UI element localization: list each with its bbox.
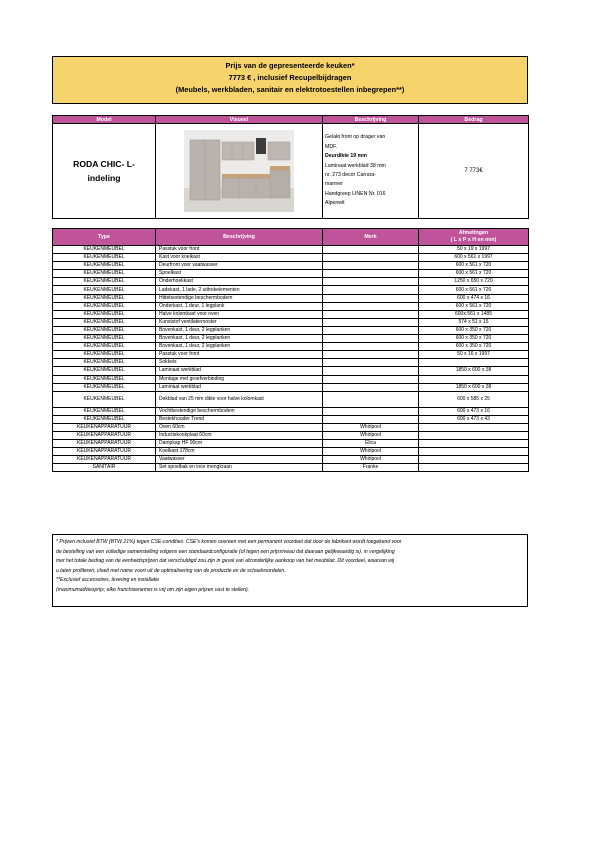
footnote-line: * Prijzen inclusief BTW (BTW 21%) tegen CSE-condities: CSE's komen overeen met een permanent voordeel dat door de fabrikant wordt toegekend voor: [56, 539, 402, 545]
header-title: Prijs van de gepresenteerde keuken*: [225, 61, 355, 70]
item-dimensions-cell: 1850 x 600 x 38: [419, 383, 529, 391]
item-dimensions-cell: [419, 423, 529, 431]
item-description-cell: Ladekast, 1 lade, 2 uittrekelementen: [156, 286, 323, 294]
model-price: 7 773€: [419, 124, 529, 219]
model-table-header-row: [53, 116, 529, 124]
item-brand-cell: [323, 375, 419, 383]
item-type-cell: KEUKENMEUBEL: [53, 375, 156, 383]
table-row: [53, 335, 529, 343]
item-brand-cell: [323, 310, 419, 318]
item-dimensions-cell: 1850 x 600 x 38: [419, 367, 529, 375]
table-row: [53, 359, 529, 367]
item-dimensions-cell: [419, 448, 529, 456]
table-row: [53, 278, 529, 286]
description-line: MDF.: [325, 143, 338, 150]
item-dimensions-cell: 50 x 19 x 1997: [419, 246, 529, 254]
item-brand-cell: [323, 326, 419, 334]
item-dimensions-cell: [419, 464, 529, 472]
header-price: 7773 € , inclusief Recupelbijdragen: [228, 73, 352, 82]
visual-column-header: Visueel: [156, 116, 323, 124]
item-brand-cell: [323, 415, 419, 423]
table-row: [53, 407, 529, 415]
item-type-cell: KEUKENMEUBEL: [53, 294, 156, 302]
table-row: [53, 294, 529, 302]
item-type-cell: KEUKENMEUBEL: [53, 391, 156, 407]
item-type-cell: KEUKENMEUBEL: [53, 286, 156, 294]
item-dimensions-cell: 600 x 473 x 16: [419, 407, 529, 415]
type-column-header: Type: [53, 229, 156, 246]
description-line: Gelakt front op drager van: [325, 134, 386, 141]
item-description-cell: Vochtbestendige beschermbodem: [156, 407, 323, 415]
item-dimensions-cell: 600 x 561 x 720: [419, 262, 529, 270]
item-brand-cell: [323, 351, 419, 359]
item-description-cell: Bestekhouder Trend: [156, 415, 323, 423]
footnote-line: u laten profiteren, vloeit met name voort uit de optimalisering van de productie en de schaalvoordelen.: [56, 567, 286, 574]
table-row: [53, 415, 529, 423]
item-description-cell: Bovenkast, 1 deur, 2 legplanken: [156, 326, 323, 334]
item-brand-cell: Whirlpool: [323, 423, 419, 431]
brand-column-header: Merk: [323, 229, 419, 246]
item-brand-cell: [323, 359, 419, 367]
item-type-cell: KEUKENMEUBEL: [53, 270, 156, 278]
item-description-cell: Sokkels: [156, 359, 323, 367]
table-row: [53, 326, 529, 334]
kitchen-visual-cell: [156, 124, 323, 219]
item-dimensions-cell: 574 x 51 x 15: [419, 318, 529, 326]
table-row: [53, 423, 529, 431]
item-type-cell: KEUKENMEUBEL: [53, 407, 156, 415]
item-type-cell: KEUKENAPPARATUUR: [53, 431, 156, 439]
items-table: [52, 228, 529, 472]
item-description-cell: Halve kolomkast voor oven: [156, 310, 323, 318]
model-description: [323, 124, 419, 219]
item-description-cell: Montage met groefverbinding: [156, 375, 323, 383]
item-description-cell: Onderhoekkast: [156, 278, 323, 286]
description-line: Alpenwit: [325, 200, 345, 207]
item-type-cell: KEUKENMEUBEL: [53, 310, 156, 318]
item-brand-cell: Elica: [323, 440, 419, 448]
item-dimensions-cell: [419, 359, 529, 367]
footnote-line: met het totale bedrag van de eenheidsprijzen dat verschuldigd zou zijn in geval van afzonderlijke aankoop van het meubilair. Dit voordeel, waarvan wij: [56, 558, 395, 565]
item-brand-cell: [323, 343, 419, 351]
item-brand-cell: [323, 302, 419, 310]
item-type-cell: KEUKENMEUBEL: [53, 254, 156, 262]
table-row: [53, 367, 529, 375]
item-type-cell: KEUKENAPPARATUUR: [53, 440, 156, 448]
item-type-cell: KEUKENAPPARATUUR: [53, 448, 156, 456]
table-row: [53, 302, 529, 310]
item-brand-cell: Franke: [323, 464, 419, 472]
model-table: [52, 115, 529, 219]
item-dimensions-cell: 50 x 16 x 1997: [419, 351, 529, 359]
description-line: nr. 273 decor Carrara-: [325, 172, 377, 178]
item-brand-cell: [323, 335, 419, 343]
item-type-cell: KEUKENMEUBEL: [53, 351, 156, 359]
item-dimensions-cell: 600 x 350 x 720: [419, 335, 529, 343]
description-line: Handgreep LINEN Nr. 016: [325, 190, 386, 197]
item-description-cell: Onderkast, 1 deur, 1 legplank: [156, 302, 323, 310]
item-type-cell: KEUKENMEUBEL: [53, 278, 156, 286]
item-type-cell: KEUKENMEUBEL: [53, 367, 156, 375]
dimensions-header-line: ( L x P x H en mm): [450, 237, 497, 243]
description-line: Deurdikte 19 mm: [325, 153, 367, 160]
item-dimensions-cell: 600 x 561 x 1997: [419, 254, 529, 262]
item-description-cell: Oven 60cm: [156, 423, 323, 431]
item-dimensions-cell: 600 x 474 x 16: [419, 294, 529, 302]
price-column-header: Bedrag: [419, 116, 529, 124]
item-dimensions-cell: 600 x 585 x 25: [419, 391, 529, 407]
model-column-header: Model: [53, 116, 156, 124]
dimensions-header-line: Afmetingen: [458, 230, 489, 236]
item-brand-cell: [323, 407, 419, 415]
item-type-cell: KEUKENMEUBEL: [53, 262, 156, 270]
item-description-cell: Hittebestendige beschermbodem: [156, 294, 323, 302]
item-description-cell: Bovenkast, 1 deur, 2 legplanken: [156, 343, 323, 351]
table-row: [53, 310, 529, 318]
table-row: [53, 318, 529, 326]
table-row: [53, 351, 529, 359]
item-brand-cell: [323, 246, 419, 254]
item-brand-cell: Whirlpool: [323, 431, 419, 439]
table-row: [53, 383, 529, 391]
item-description-cell: Kast voor koelkast: [156, 254, 323, 262]
item-brand-cell: [323, 391, 419, 407]
item-brand-cell: [323, 318, 419, 326]
model-row: [53, 124, 529, 219]
item-brand-cell: Whirlpool: [323, 448, 419, 456]
item-type-cell: KEUKENMEUBEL: [53, 318, 156, 326]
item-type-cell: KEUKENMEUBEL: [53, 383, 156, 391]
item-dimensions-cell: 600x 561 x 1485: [419, 310, 529, 318]
item-type-cell: KEUKENMEUBEL: [53, 302, 156, 310]
item-description-cell: Bovenkast, 1 deur, 2 legplanken: [156, 335, 323, 343]
item-type-cell: KEUKENMEUBEL: [53, 335, 156, 343]
item-brand-cell: [323, 278, 419, 286]
description-line: Laminaat werkblad 38 mm: [325, 162, 386, 169]
item-brand-cell: [323, 383, 419, 391]
item-dimensions-cell: 600 x 561 x 720: [419, 302, 529, 310]
item-description-cell: Dampkap HF 90cm: [156, 440, 323, 448]
item-type-cell: KEUKENAPPARATUUR: [53, 456, 156, 464]
table-row: [53, 431, 529, 439]
dimensions-column-header: [419, 229, 529, 246]
item-dimensions-cell: [419, 431, 529, 439]
item-type-cell: KEUKENAPPARATUUR: [53, 423, 156, 431]
table-row: [53, 343, 529, 351]
item-brand-cell: Whirlpool: [323, 456, 419, 464]
item-dimensions-cell: 600 x 350 x 720: [419, 343, 529, 351]
table-row: [53, 254, 529, 262]
table-row: [53, 448, 529, 456]
item-brand-cell: [323, 270, 419, 278]
item-type-cell: SANITAIR: [53, 464, 156, 472]
table-row: [53, 262, 529, 270]
item-brand-cell: [323, 254, 419, 262]
item-description-cell: Laminaat werkblad: [156, 367, 323, 375]
item-type-cell: KEUKENMEUBEL: [53, 326, 156, 334]
table-row: [53, 456, 529, 464]
item-type-cell: KEUKENMEUBEL: [53, 359, 156, 367]
item-brand-cell: [323, 286, 419, 294]
items-table-body: [53, 246, 529, 472]
item-brand-cell: [323, 262, 419, 270]
items-table-header-row: [53, 229, 529, 246]
item-dimensions-cell: 1250 x 650 x 720: [419, 278, 529, 286]
item-description-cell: Passtuk voor front: [156, 351, 323, 359]
item-dimensions-cell: [419, 440, 529, 448]
item-type-cell: KEUKENMEUBEL: [53, 246, 156, 254]
item-description-cell: Dekblad van 25 mm dikte voor halve kolomkast: [156, 391, 323, 407]
item-description-cell: Set spoelbak en inox mengkraan: [156, 464, 323, 472]
item-description-cell: Koelkast 178cm: [156, 448, 323, 456]
table-row: [53, 286, 529, 294]
table-row: [53, 464, 529, 472]
header-subtitle: (Meubels, werkbladen, sanitair en elektrotoestellen inbegrepen**): [175, 85, 405, 94]
kitchen-render-image: [184, 130, 294, 212]
item-description-cell: Kunststof ventilatierooster: [156, 318, 323, 326]
item-dimensions-cell: 600 x 350 x 720: [419, 326, 529, 334]
table-row: [53, 270, 529, 278]
item-description-cell: Passtuk voor front: [156, 246, 323, 254]
item-dimensions-cell: 600 x 561 x 720: [419, 286, 529, 294]
item-dimensions-cell: 600 x 473 x 43: [419, 415, 529, 423]
table-row: [53, 440, 529, 448]
item-description-cell: Inductiekookplaat 60cm: [156, 431, 323, 439]
item-dimensions-cell: [419, 456, 529, 464]
description-line: marmer: [325, 181, 343, 188]
model-name-line: RODA CHIC- L-: [73, 159, 135, 169]
footnote-line: de bestelling van een volledige samenstelling volgens een standaardconfiguratie (of tegen een prijsniveau dat daaraan gelijkwaardig is), in vergelijking: [56, 548, 395, 555]
price-header-box: [52, 56, 528, 104]
item-description-cell: Laminaat werkblad: [156, 383, 323, 391]
footnote-line: **Exclusief accessoires, levering en installatie: [56, 577, 160, 584]
item-type-cell: KEUKENMEUBEL: [53, 415, 156, 423]
model-name: [53, 124, 156, 219]
item-dimensions-cell: 600 x 561 x 720: [419, 270, 529, 278]
description-column-header: Beschrijving: [323, 116, 419, 124]
model-name-line: indeling: [87, 173, 121, 183]
table-row: [53, 246, 529, 254]
item-brand-cell: [323, 367, 419, 375]
item-description-cell: Spoelkast: [156, 270, 323, 278]
footnote-box: [52, 534, 528, 607]
item-type-cell: KEUKENMEUBEL: [53, 343, 156, 351]
item-description-cell: Deurfront voor vaatwasser: [156, 262, 323, 270]
item-description-cell: Vaatwasser: [156, 456, 323, 464]
table-row: [53, 375, 529, 383]
footnote-line: (maximumadviesprijs; elke franchisenemer is vrij om zijn eigen prijzen vast te stellen).: [56, 586, 250, 593]
item-dimensions-cell: [419, 375, 529, 383]
item-brand-cell: [323, 294, 419, 302]
table-row: [53, 391, 529, 407]
description-column-header: Beschrijving: [156, 229, 323, 246]
